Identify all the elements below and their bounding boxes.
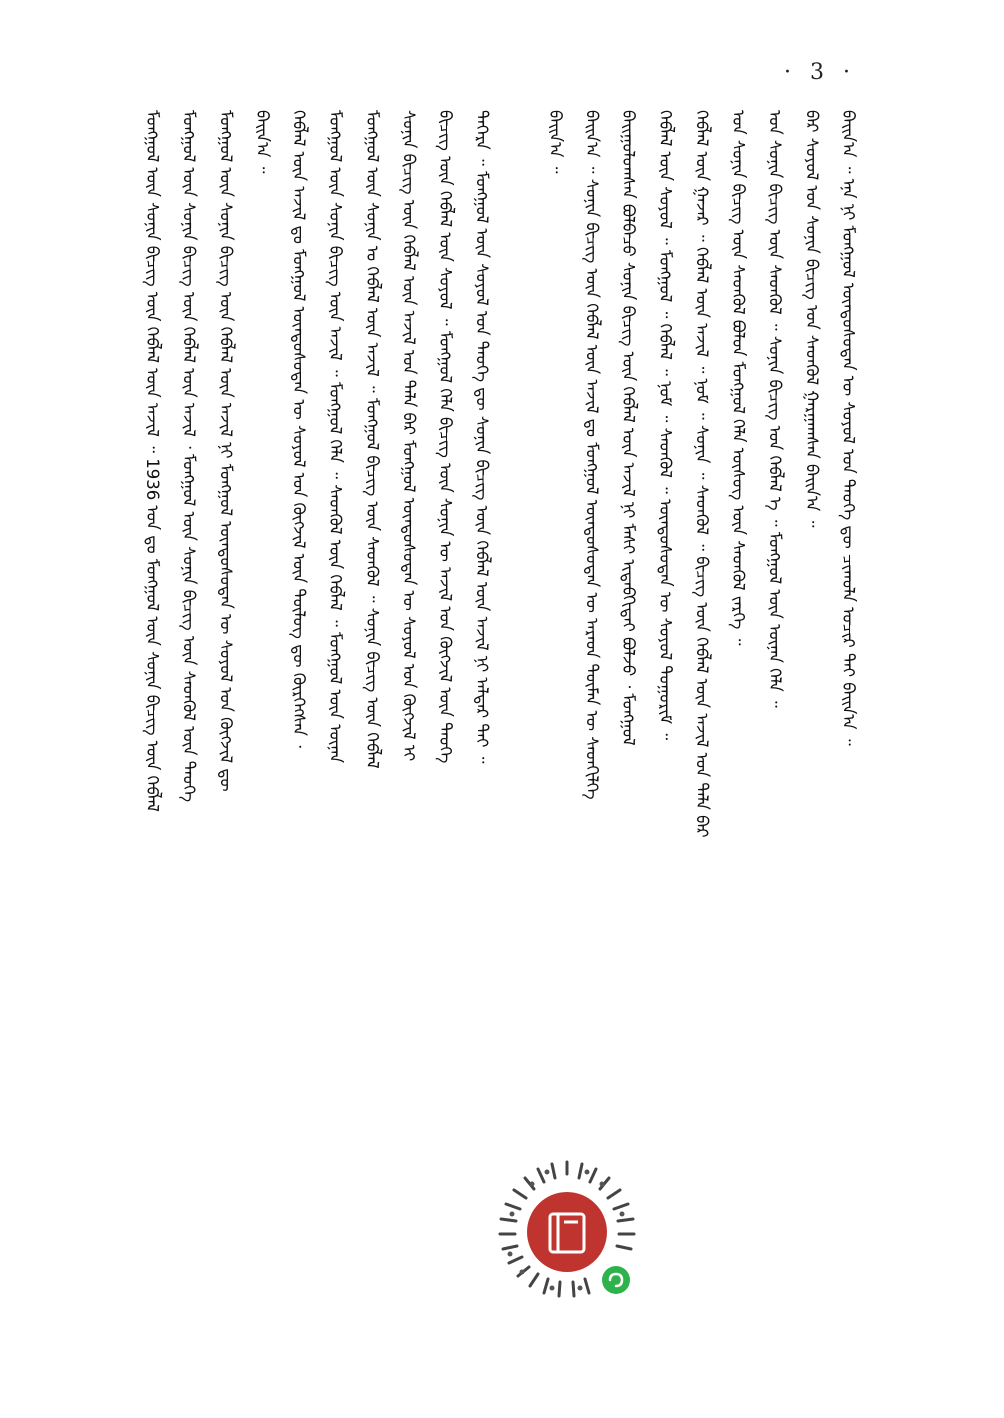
- text-line-9: ᠪᠠᠢᠨ᠎ᠠ ᠃: [545, 110, 565, 174]
- text-line-1: ᠪᠠᠢᠨ᠎ᠠ ᠃ ᠡᠨᠡ ᠨᠢ ᠮᠣᠩᠭᠣᠯ ᠦᠨᠳᠦᠰᠦᠲᠡᠨ ᠦ ᠰᠣᠶᠣᠯ ᠤᠨ ᠲᠡᠦᠬᠡ ᠳᠦ ᠴᠢᠬᠤᠯᠠ ᠤᠴᠢᠷ ᠲᠠᠢ ᠪᠠᠢᠨ᠎ᠠ ᠃: [838, 110, 858, 746]
- text-line-15: ᠮᠣᠩᠭᠣᠯ ᠦᠨ ᠰᠣᠨᠢᠨ ᠪᠢᠴᠢᠭ ᠦᠨ ᠠᠵᠢᠯ ᠃ ᠮᠣᠩᠭᠣᠯ ᠬᠡᠯᠡ ᠃ ᠰᠡᠳᠬᠦᠯ ᠦᠨ ᠬᠡᠪᠯᠡᠯ ᠃ ᠮᠣᠩᠭᠣᠯ ᠦᠨ ᠦᠨᠡᠨ: [326, 110, 346, 764]
- text-line-5: ᠬᠡᠪᠯᠡᠯ ᠦᠨ ᠭᠠᠵᠠᠷ ᠃ ᠬᠡᠪᠯᠡᠯ ᠦᠨ ᠠᠵᠢᠯ ᠃ ᠨᠣᠮ ᠃ ᠰᠣᠨᠢᠨ ᠃ ᠰᠡᠳᠬᠦᠯ ᠃ ᠪᠢᠴᠢᠭ ᠦᠨ ᠬᠡᠪᠯᠡᠯ ᠦᠨ ᠠᠵᠢᠯ ᠤᠨ ᠲᠠᠯᠠ ᠪᠠᠷ: [692, 110, 712, 838]
- text-line-13: ᠰᠣᠨᠢᠨ ᠪᠢᠴᠢᠭ ᠦᠨ ᠬᠡᠪᠯᠡᠯ ᠦᠨ ᠠᠵᠢᠯ ᠤᠨ ᠲᠠᠯᠠ ᠪᠠᠷ ᠮᠣᠩᠭᠣᠯ ᠦᠨᠳᠦᠰᠦᠲᠡᠨ ᠦ ᠰᠣᠶᠣᠯ ᠤᠨ ᠬᠥᠭᠵᠢᠯ ᠢ: [399, 110, 419, 762]
- text-line-14: ᠮᠣᠩᠭᠣᠯ ᠦᠨ ᠰᠣᠨᠢᠨ ᠤ ᠬᠡᠪᠯᠡᠯ ᠦᠨ ᠠᠵᠢᠯ ᠃ ᠮᠣᠩᠭᠣᠯ ᠪᠢᠴᠢᠭ ᠦᠨ ᠰᠡᠳᠬᠦᠯ ᠃ ᠰᠣᠨᠢᠨ ᠪᠢᠴᠢᠭ ᠦᠨ ᠬᠡᠪᠯᠡᠯ: [362, 110, 382, 769]
- text-line-3: ᠤᠨ ᠰᠣᠨᠢᠨ ᠪᠢᠴᠢᠭ ᠦᠨ ᠰᠡᠳᠬᠦᠯ ᠃ ᠰᠣᠨᠢᠨ ᠪᠢᠴᠢᠭ ᠤᠨ ᠬᠡᠪᠯᠡᠯ ᠡ ᠃ ᠮᠣᠩᠭᠣᠯ ᠦᠨ ᠦᠨᠡᠨ ᠬᠡᠯᠡ ᠃: [765, 110, 785, 708]
- text-line-11: ᠳᠡᠭᠡᠷᠡ ᠃ ᠮᠣᠩᠭᠣᠯ ᠦᠨ ᠰᠣᠶᠣᠯ ᠤᠨ ᠲᠡᠦᠬᠡ ᠳᠦ ᠰᠣᠨᠢᠨ ᠪᠢᠴᠢᠭ ᠦᠨ ᠬᠡᠪᠯᠡᠯ ᠦᠨ ᠠᠵᠢᠯ ᠨᠢ ᠠᠯᠳᠠᠷ ᠲᠠᠢ ᠃: [472, 110, 492, 764]
- text-line-17: ᠪᠠᠢᠨ᠎ᠠ ᠃: [252, 110, 272, 174]
- qr-center-logo: [527, 1192, 607, 1272]
- text-line-4: ᠤᠨ ᠰᠣᠨᠢᠨ ᠪᠢᠴᠢᠭ ᠦᠨ ᠰᠡᠳᠬᠦᠯ ᠪᠣᠯᠤᠨ ᠮᠣᠩᠭᠣᠯ ᠬᠡᠯᠡ ᠦᠰᠦᠭ ᠦᠨ ᠰᠡᠳᠬᠦᠯ ᠵᠡᠷᠭᠡ ᠃: [729, 110, 748, 646]
- text-line-18: ᠮᠣᠩᠭᠣᠯ ᠦᠨ ᠰᠣᠨᠢᠨ ᠪᠢᠴᠢᠭ ᠦᠨ ᠬᠡᠪᠯᠡᠯ ᠦᠨ ᠠᠵᠢᠯ ᠨᠢ ᠮᠣᠩᠭᠣᠯ ᠦᠨᠳᠦᠰᠦᠲᠡᠨ ᠦ ᠰᠣᠶᠣᠯ ᠤᠨ ᠬᠥᠭᠵᠢᠯ ᠳᠦ: [216, 110, 236, 792]
- mini-program-badge-icon: [602, 1266, 630, 1294]
- text-line-16: ᠬᠡᠪᠯᠡᠯ ᠦᠨ ᠠᠵᠢᠯ ᠳᠤ ᠮᠣᠩᠭᠣᠯ ᠦᠨᠳᠦᠰᠦᠲᠡᠨ ᠦ ᠰᠣᠶᠣᠯ ᠤᠨ ᠬᠥᠭᠵᠢᠯ ᠦᠨ ᠲᠥᠯᠥᠭ ᠳᠦ ᠬᠦᠷᠭᠡᠭᠰᠡᠨ ᠂: [289, 110, 309, 748]
- text-line-12: ᠪᠢᠴᠢᠭ ᠦᠨ ᠬᠡᠪᠯᠡᠯ ᠦᠨ ᠰᠣᠶᠣᠯ ᠃ ᠮᠣᠩᠭᠣᠯ ᠬᠡᠯᠡ ᠪᠢᠴᠢᠭ ᠦᠨ ᠰᠣᠨᠢᠨ ᠦ ᠠᠵᠢᠯ ᠤᠨ ᠬᠥᠭᠵᠢᠯ ᠦᠨ ᠲᠡᠦᠬᠡ: [436, 110, 455, 764]
- text-line-7: ᠪᠠᠢᠭᠤᠯᠤᠭᠰᠠᠨ ᠪᠣᠯᠪᠠᠴᠤ ᠰᠣᠨᠢᠨ ᠪᠢᠴᠢᠭ ᠦᠨ ᠬᠡᠪᠯᠡᠯ ᠦᠨ ᠠᠵᠢᠯ ᠨᠢ ᠮᠠᠰᠢ ᠢᠳᠡᠪᠬᠢᠲᠡᠢ ᠪᠣᠯᠵᠤ ᠂ ᠮᠣᠩᠭᠣᠯ: [619, 110, 639, 746]
- mini-program-code[interactable]: [492, 1154, 642, 1304]
- text-line-2: ᠪᠠᠷ ᠰᠣᠶᠣᠯ ᠤᠨ ᠰᠣᠨᠢᠨ ᠪᠢᠴᠢᠭ ᠤᠨ ᠰᠡᠳᠬᠦᠯ ᠭᠠᠷᠭᠠᠭᠰᠠᠨ ᠪᠠᠢᠨ᠎ᠠ ᠃: [802, 110, 822, 528]
- text-line-8: ᠪᠠᠢᠨ᠎ᠠ ᠃ ᠰᠣᠨᠢᠨ ᠪᠢᠴᠢᠭ ᠦᠨ ᠬᠡᠪᠯᠡᠯ ᠦᠨ ᠠᠵᠢᠯ ᠳᠤ ᠮᠣᠩᠭᠣᠯ ᠦᠨᠳᠦᠰᠦᠲᠡᠨ ᠦ ᠠᠷᠠᠳ ᠲᠦᠮᠡᠨ ᠦ ᠰᠡᠳᠬᠢᠯᠭᠡ: [582, 110, 602, 800]
- text-line-20: ᠮᠣᠩᠭᠣᠯ ᠦᠨ ᠰᠣᠨᠢᠨ ᠪᠢᠴᠢᠭ ᠦᠨ ᠬᠡᠪᠯᠡᠯ ᠦᠨ ᠠᠵᠢᠯ ᠃ 1936 ᠣᠨ ᠳᠤ ᠮᠣᠩᠭᠣᠯ ᠦᠨ ᠰᠣᠨᠢᠨ ᠪᠢᠴᠢᠭ ᠦᠨ ᠬᠡᠪᠯᠡᠯ: [143, 110, 162, 812]
- text-line-19: ᠮᠣᠩᠭᠣᠯ ᠦᠨ ᠰᠣᠨᠢᠨ ᠪᠢᠴᠢᠭ ᠦᠨ ᠬᠡᠪᠯᠡᠯ ᠦᠨ ᠠᠵᠢᠯ ᠂ ᠮᠣᠩᠭᠣᠯ ᠦᠨ ᠰᠣᠨᠢᠨ ᠪᠢᠴᠢᠭ ᠦᠨ ᠰᠡᠳᠬᠦᠯ ᠦᠨ ᠲᠡᠦᠬᠡ: [179, 110, 199, 803]
- text-line-6: ᠬᠡᠪᠯᠡᠯ ᠦᠨ ᠰᠣᠶᠣᠯ ᠃ ᠮᠣᠩᠭᠣᠯ ᠃ ᠬᠡᠪᠯᠡᠯ ᠃ ᠨᠣᠮ ᠃ ᠰᠡᠳᠬᠦᠯ ᠃ ᠦᠨᠳᠦᠰᠦᠲᠡᠨ ᠦ ᠰᠣᠶᠣᠯ ᠲᠣᠭᠣᠷᠢᠮ ᠃: [655, 110, 675, 741]
- page-number: · 3 ·: [784, 60, 856, 85]
